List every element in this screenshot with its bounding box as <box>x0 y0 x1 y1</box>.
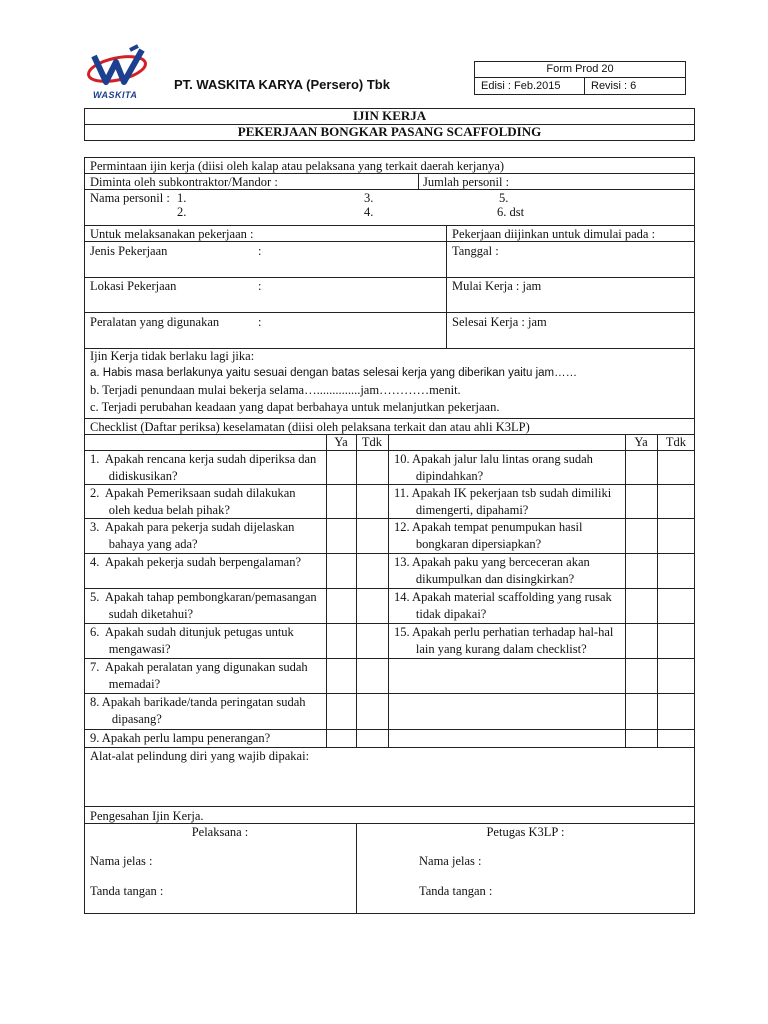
checklist-cell-no-left-2[interactable] <box>357 485 387 517</box>
validity-item-a: a. Habis masa berlakunya yaitu sesuai dengan batas selesai kerja yang diberikan yaitu jam…… <box>90 367 578 379</box>
checklist-cell-no-right-5[interactable] <box>658 589 694 622</box>
revision-label: Revisi : 6 <box>591 80 637 92</box>
checklist-right-item-2-line-1: 11. Apakah IK pekerjaan tsb sudah dimiliki <box>394 486 612 500</box>
checklist-cell-yes-right-2[interactable] <box>626 485 656 517</box>
checklist-cell-yes-left-7[interactable] <box>327 659 355 692</box>
personnel-5-field[interactable]: 5. <box>499 191 509 205</box>
checklist-cell-yes-left-8[interactable] <box>327 694 355 728</box>
checklist-cell-no-right-4[interactable] <box>658 554 694 587</box>
divider <box>446 225 447 348</box>
checklist-cell-yes-left-6[interactable] <box>327 624 355 657</box>
checklist-right-item-1-line-2: dipindahkan? <box>394 469 484 483</box>
k3lp-officer-label: Petugas K3LP : <box>486 825 565 839</box>
location-colon[interactable]: : <box>258 279 262 293</box>
personnel-3-field[interactable]: 3. <box>364 191 374 205</box>
end-time-field[interactable]: Selesai Kerja : jam <box>452 315 547 329</box>
checklist-cell-yes-left-9[interactable] <box>327 730 355 746</box>
approval-heading: Pengesahan Ijin Kerja. <box>90 809 204 823</box>
checklist-cell-yes-right-4[interactable] <box>626 554 656 587</box>
divider <box>84 189 695 190</box>
checklist-right-item-4-line-1: 13. Apakah paku yang berceceran akan <box>394 555 590 569</box>
checklist-left-item-2-line-1: 2. Apakah Pemeriksaan sudah dilakukan <box>90 486 296 500</box>
checklist-left-item-5-line-2: sudah diketahui? <box>90 607 194 621</box>
checklist-right-item-1-line-1: 10. Apakah jalur lalu lintas orang sudah <box>394 452 593 466</box>
divider <box>418 173 419 189</box>
checklist-right-item-5-line-2: tidak dipakai? <box>394 607 487 621</box>
checklist-cell-yes-right-8[interactable] <box>626 694 656 728</box>
checklist-cell-no-left-6[interactable] <box>357 624 387 657</box>
checklist-left-item-3-line-1: 3. Apakah para pekerja sudah dijelaskan <box>90 520 295 534</box>
work-type-label: Jenis Pekerjaan <box>90 244 168 258</box>
validity-item-b: b. Terjadi penundaan mulai bekerja selama…..............jam…………menit. <box>90 383 461 397</box>
executor-name-field[interactable]: Nama jelas : <box>90 854 153 868</box>
checklist-right-item-6-line-1: 15. Apakah perlu perhatian terhadap hal-hal <box>394 625 614 639</box>
checklist-cell-no-left-3[interactable] <box>357 519 387 552</box>
divider <box>84 312 695 313</box>
executor-label: Pelaksana : <box>191 825 249 839</box>
checklist-right-item-6-line-2: lain yang kurang dalam checklist? <box>394 642 587 656</box>
checklist-cell-yes-right-6[interactable] <box>626 624 656 657</box>
page-subtitle: PEKERJAAN BONGKAR PASANG SCAFFOLDING <box>237 124 542 139</box>
checklist-cell-no-left-1[interactable] <box>357 451 387 483</box>
company-name: PT. WASKITA KARYA (Persero) Tbk <box>174 77 390 92</box>
location-label: Lokasi Pekerjaan <box>90 279 177 293</box>
checklist-right-item-3-line-2: bongkaran dipersiapkan? <box>394 537 542 551</box>
checklist-cell-no-left-5[interactable] <box>357 589 387 622</box>
checklist-heading: Checklist (Daftar periksa) keselamatan (diisi oleh pelaksana terkait dan atau ahli K3LP) <box>90 420 530 434</box>
form-code: Form Prod 20 <box>546 63 614 75</box>
checklist-right-item-5-line-1: 14. Apakah material scaffolding yang rusak <box>394 590 612 604</box>
checklist-left-item-7-line-2: memadai? <box>90 677 161 691</box>
divider <box>388 434 389 747</box>
checklist-cell-yes-right-1[interactable] <box>626 451 656 483</box>
checklist-yes-header-right: Ya <box>634 435 648 449</box>
checklist-cell-no-right-6[interactable] <box>658 624 694 657</box>
page-title: IJIN KERJA <box>352 108 427 123</box>
checklist-cell-yes-left-2[interactable] <box>327 485 355 517</box>
ppe-heading: Alat-alat pelindung diri yang wajib dipakai: <box>90 749 310 763</box>
checklist-cell-no-right-1[interactable] <box>658 451 694 483</box>
checklist-left-item-1-line-1: 1. Apakah rencana kerja sudah diperiksa dan <box>90 452 317 466</box>
checklist-right-item-4-line-2: dikumpulkan dan disingkirkan? <box>394 572 575 586</box>
divider <box>584 77 585 95</box>
checklist-cell-yes-right-9[interactable] <box>626 730 656 746</box>
checklist-cell-yes-right-7[interactable] <box>626 659 656 692</box>
checklist-right-item-3-line-1: 12. Apakah tempat penumpukan hasil <box>394 520 583 534</box>
logo-wordmark: WASKITA <box>93 90 138 100</box>
checklist-left-item-4-line-1: 4. Apakah pekerja sudah berpengalaman? <box>90 555 302 569</box>
checklist-no-header-left: Tdk <box>361 435 383 449</box>
edition-label: Edisi : Feb.2015 <box>481 80 561 92</box>
personnel-names-label: Nama personil : <box>90 191 170 205</box>
checklist-cell-yes-right-5[interactable] <box>626 589 656 622</box>
checklist-cell-no-left-9[interactable] <box>357 730 387 746</box>
requested-by-field[interactable]: Diminta oleh subkontraktor/Mandor : <box>90 175 278 189</box>
company-logo <box>86 44 152 102</box>
checklist-cell-yes-left-4[interactable] <box>327 554 355 587</box>
checklist-cell-yes-left-1[interactable] <box>327 451 355 483</box>
k3lp-name-field[interactable]: Nama jelas : <box>419 854 482 868</box>
executor-signature-field[interactable]: Tanda tangan : <box>90 884 164 898</box>
checklist-cell-no-right-7[interactable] <box>658 659 694 692</box>
checklist-left-item-6-line-2: mengawasi? <box>90 642 171 656</box>
allowed-start-label: Pekerjaan diijinkan untuk dimulai pada : <box>452 227 656 241</box>
checklist-left-item-5-line-1: 5. Apakah tahap pembongkaran/pemasangan <box>90 590 317 604</box>
divider <box>84 806 695 807</box>
personnel-4-field[interactable]: 4. <box>364 205 374 219</box>
personnel-6-field[interactable]: 6. dst <box>497 205 525 219</box>
checklist-cell-yes-left-3[interactable] <box>327 519 355 552</box>
checklist-left-item-8-line-2: dipasang? <box>90 712 162 726</box>
validity-item-c: c. Terjadi perubahan keadaan yang dapat berbahaya untuk melanjutkan pekerjaan. <box>90 400 500 414</box>
start-time-field[interactable]: Mulai Kerja : jam <box>452 279 542 293</box>
checklist-cell-no-right-8[interactable] <box>658 694 694 728</box>
checklist-left-item-2-line-2: oleh kedua belah pihak? <box>90 503 230 517</box>
checklist-left-item-6-line-1: 6. Apakah sudah ditunjuk petugas untuk <box>90 625 294 639</box>
checklist-cell-no-right-2[interactable] <box>658 485 694 517</box>
checklist-no-header-right: Tdk <box>665 435 687 449</box>
checklist-yes-header-left: Ya <box>334 435 348 449</box>
work-type-colon[interactable]: : <box>258 244 262 258</box>
equipment-colon[interactable]: : <box>258 315 262 329</box>
checklist-left-item-8-line-1: 8. Apakah barikade/tanda peringatan sudah <box>90 695 306 709</box>
checklist-right-item-2-line-2: dimengerti, dipahami? <box>394 503 529 517</box>
date-field[interactable]: Tanggal : <box>452 244 499 258</box>
request-intro: Permintaan ijin kerja (diisi oleh kalap atau pelaksana yang terkait daerah kerjanya) <box>90 159 505 173</box>
divider <box>474 77 686 78</box>
checklist-cell-no-left-4[interactable] <box>357 554 387 587</box>
personnel-count-field[interactable]: Jumlah personil : <box>423 175 510 189</box>
checklist-left-item-1-line-2: didiskusikan? <box>90 469 178 483</box>
checklist-cell-yes-left-5[interactable] <box>327 589 355 622</box>
validity-heading: Ijin Kerja tidak berlaku lagi jika: <box>90 349 255 363</box>
checklist-cell-no-left-8[interactable] <box>357 694 387 728</box>
checklist-left-item-7-line-1: 7. Apakah peralatan yang digunakan sudah <box>90 660 308 674</box>
k3lp-signature-field[interactable]: Tanda tangan : <box>419 884 493 898</box>
divider <box>84 434 695 435</box>
divider <box>84 241 695 242</box>
checklist-cell-yes-right-3[interactable] <box>626 519 656 552</box>
equipment-label: Peralatan yang digunakan <box>90 315 220 329</box>
checklist-left-item-3-line-2: bahaya yang ada? <box>90 537 198 551</box>
personnel-2-field[interactable]: 2. <box>177 205 187 219</box>
personnel-1-field[interactable]: 1. <box>177 191 187 205</box>
work-purpose-label: Untuk melaksanakan pekerjaan : <box>90 227 254 241</box>
checklist-cell-no-left-7[interactable] <box>357 659 387 692</box>
checklist-left-item-9-line-1: 9. Apakah perlu lampu penerangan? <box>90 731 271 745</box>
checklist-cell-no-right-3[interactable] <box>658 519 694 552</box>
checklist-cell-no-right-9[interactable] <box>658 730 694 746</box>
